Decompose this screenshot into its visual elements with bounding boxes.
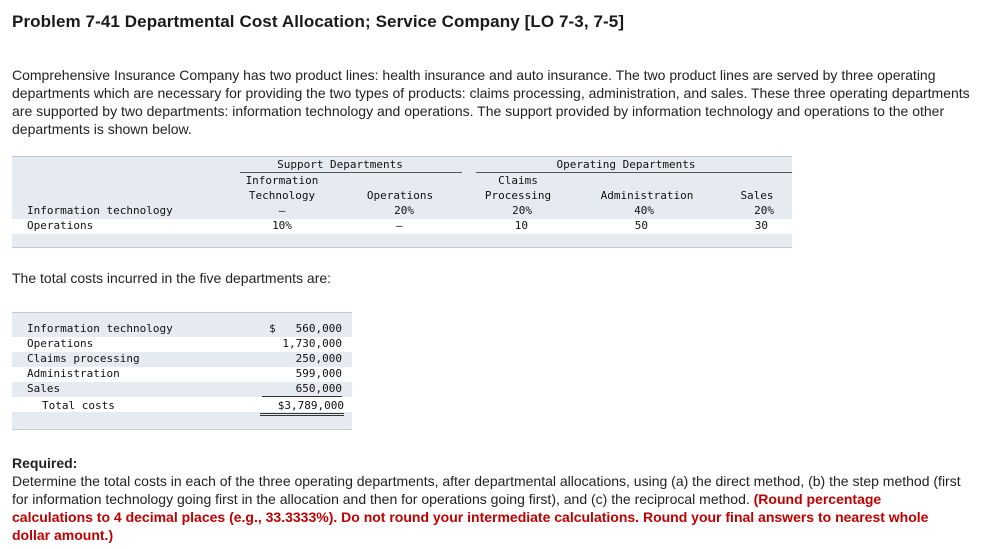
cell-admin: 50 — [634, 219, 648, 232]
cost-value: 650,000 — [262, 382, 342, 397]
col-it-line1: Information — [245, 174, 319, 187]
required-label: Required: — [12, 455, 78, 471]
row-label: Information technology — [27, 204, 173, 217]
header-support-departments: Support Departments — [277, 158, 403, 171]
cell-sales: 30 — [754, 219, 768, 232]
col-sales: Sales — [740, 189, 774, 202]
cost-label: Administration — [27, 367, 120, 380]
row-label: Operations — [27, 219, 94, 232]
required-section — [12, 454, 962, 544]
cost-value: $ 560,000 — [269, 322, 342, 335]
col-administration: Administration — [600, 189, 694, 202]
header-operating-departments: Operating Departments — [556, 158, 696, 171]
col-operations: Operations — [366, 189, 434, 202]
costs-intro: The total costs incurred in the five departments are: — [12, 270, 332, 286]
cost-value: 599,000 — [295, 367, 342, 380]
cost-label: Operations — [27, 337, 94, 350]
cell-claims: 10 — [514, 219, 528, 232]
header-underline-support — [240, 172, 462, 173]
cell-it: 10% — [272, 219, 292, 232]
cell-ops: — — [395, 219, 403, 232]
col-claims-line1: Claims — [498, 174, 538, 187]
cell-claims: 20% — [512, 204, 532, 217]
department-costs-table — [12, 312, 352, 430]
problem-intro: Comprehensive Insurance Company has two product lines: health insurance and auto insurance. The two product lines are served by three operating departments which are necessary for providing the two types of products: claims processing, administration, and sales. These three operating departments are supported by two departments: information technology and operations. The support provided by information technology and operations to the other departments is shown below. — [12, 67, 970, 137]
required-text: Determine the total costs in each of the three operating departments, after departmental allocations, using (a) the direct method, (b) the step method (first for information technology going first in the allocation and then for operations going first), and (c) the reciprocal method. — [12, 473, 961, 507]
cell-ops: 20% — [394, 204, 414, 217]
cost-label: Sales — [27, 382, 61, 395]
total-label: Total costs — [42, 399, 115, 412]
col-it-line2: Technology — [248, 189, 316, 202]
rounding-instructions: (Round percentage calculations to 4 decimal places (e.g., 33.3333%). Do not round your intermediate calculations. Round your final answers to nearest whole dollar amount.) — [12, 491, 929, 543]
cell-sales: 20% — [754, 204, 774, 217]
support-allocation-table — [12, 156, 792, 248]
cost-value: 250,000 — [295, 352, 342, 365]
total-value: $3,789,000 — [260, 399, 344, 416]
cell-admin: 40% — [634, 204, 654, 217]
cost-label: Claims processing — [27, 352, 140, 365]
cost-label: Information technology — [27, 322, 173, 335]
header-underline-operating — [476, 172, 792, 173]
col-claims-line2: Processing — [484, 189, 552, 202]
cell-it: — — [278, 204, 286, 217]
problem-title: Problem 7-41 Departmental Cost Allocation; Service Company [LO 7-3, 7-5] — [12, 12, 625, 31]
cost-value: 1,730,000 — [282, 337, 342, 350]
